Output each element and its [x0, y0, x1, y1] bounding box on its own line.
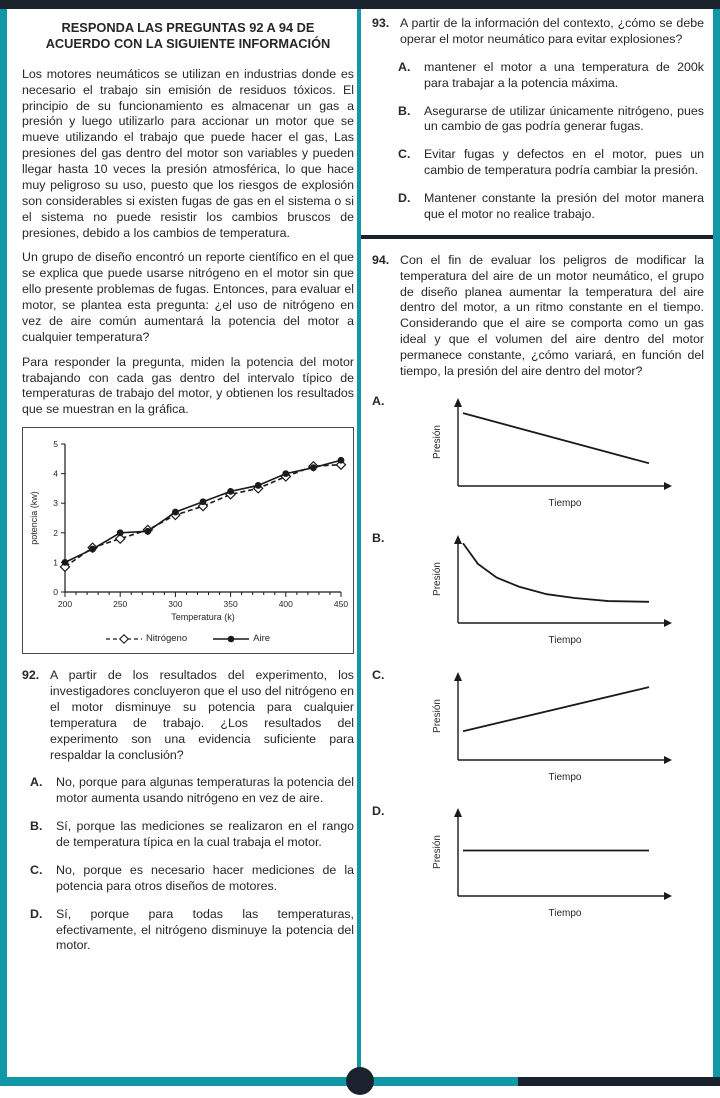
option-text: Sí, porque para todas las temperaturas, efectivamente, el nitrógeno disminuye la potencia del motor. [56, 906, 354, 953]
svg-text:Tiempo: Tiempo [548, 497, 582, 509]
pressure-time-chart-c [398, 666, 704, 789]
question-94-option-b [372, 529, 704, 652]
option-text: No, porque para algunas temperaturas la potencia del motor aumenta usando nitrógeno en vez de aire. [56, 775, 354, 806]
question-92-option-b [30, 819, 354, 851]
option-letter: D. [30, 906, 43, 921]
option-text: Evitar fugas y defectos en el motor, pues un cambio de temperatura podría cambiar la presión. [424, 147, 704, 178]
svg-text:Presión: Presión [432, 561, 443, 596]
svg-text:Tiempo: Tiempo [548, 771, 582, 783]
svg-text:1: 1 [53, 557, 58, 568]
svg-text:Tiempo: Tiempo [548, 908, 582, 920]
pressure-time-chart-d [398, 802, 704, 925]
question-93-option-a [398, 60, 704, 92]
question-93-option-d [398, 191, 704, 223]
chart-legend [27, 631, 349, 649]
option-letter: C. [398, 147, 411, 162]
svg-text:2: 2 [53, 527, 58, 538]
svg-text:3: 3 [53, 498, 58, 509]
option-letter: D. [398, 191, 411, 205]
main-chart-plot [27, 436, 349, 631]
bottom-bar-dark-segment [518, 1077, 720, 1086]
svg-text:400: 400 [278, 599, 293, 610]
context-paragraph-2: Un grupo de diseño encontró un reporte científico en el que se explica que puede usarse nitrógeno en el motor sin que ello presente problemas de fugas. Entonces, para evaluar el motor, se plantea esta pregunta: ¿el uso de nitrógeno en vez de aire común aumentará la potencia del motor a cualquier temperatura? [22, 250, 354, 344]
option-text: Sí, porque las mediciones se realizaron en el rango de temperatura típica en la cual trabaja el motor. [56, 819, 354, 850]
left-border-stripe [0, 9, 7, 1078]
svg-text:200: 200 [57, 599, 73, 610]
top-bar [0, 0, 720, 9]
question-93 [372, 16, 704, 48]
svg-text:Presión: Presión [432, 424, 443, 459]
question-92 [22, 668, 354, 763]
option-letter: D. [372, 804, 385, 819]
right-border-stripe [713, 9, 720, 1078]
question-94-option-a [372, 392, 704, 515]
option-letter: B. [30, 819, 43, 834]
svg-text:450: 450 [333, 599, 349, 610]
svg-text:potencia (kw): potencia (kw) [29, 491, 39, 545]
instructions-header: RESPONDA LAS PREGUNTAS 92 A 94 DE ACUERDO CON LA SIGUIENTE INFORMACIÓN [45, 20, 331, 52]
option-letter: B. [398, 103, 411, 118]
column-divider [357, 9, 361, 1076]
option-letter: B. [372, 530, 385, 545]
question-93-option-b [398, 104, 704, 136]
question-92-option-c [30, 863, 354, 895]
question-94 [372, 253, 704, 380]
svg-text:Temperatura (k): Temperatura (k) [171, 612, 235, 623]
svg-text:Presión: Presión [432, 698, 443, 733]
question-92-text: A partir de los resultados del experimento, los investigadores concluyeron que el uso del nitrógeno en el motor disminuye su potencia para cualquier temperatura de trabajo. ¿Los resultados del experimento son una evidencia suficiente para respaldar la conclusión? [50, 668, 354, 762]
option-letter: A. [398, 59, 411, 74]
svg-text:Presión: Presión [432, 835, 443, 870]
option-text: No, porque es necesario hacer mediciones de la potencia para otros diseños de motores. [56, 862, 354, 893]
context-paragraph-3: Para responder la pregunta, miden la potencia del motor trabajando con cada gas dentro del intervalo típico de temperaturas de trabajo del motor, y obtienen los resultados que se muestran en la gráfica. [22, 354, 354, 417]
option-letter: A. [30, 775, 43, 790]
question-92-option-a [30, 775, 354, 807]
option-text: Asegurarse de utilizar únicamente nitrógeno, pues un cambio de gas podría generar fugas. [424, 103, 704, 134]
option-letter: A. [372, 393, 385, 408]
svg-text:0: 0 [53, 587, 58, 598]
pressure-time-chart-a [398, 392, 704, 515]
pressure-time-chart-b [398, 529, 704, 652]
footer-circle [346, 1067, 374, 1095]
question-93-number: 93. [372, 16, 390, 30]
question-92-option-d [30, 907, 354, 955]
option-letter: C. [372, 667, 385, 682]
question-93-option-c [398, 147, 704, 179]
question-94-option-c [372, 666, 704, 789]
question-94-number: 94. [372, 252, 390, 267]
question-93-text: A partir de la información del contexto, ¿cómo se debe operar el motor neumático para evitar explosiones? [400, 16, 704, 46]
svg-text:4: 4 [53, 468, 58, 479]
legend-item: Nitrógeno [106, 633, 187, 645]
context-paragraph-1: Los motores neumáticos se utilizan en industrias donde es necesario el trabajo sin emisión de residuos tóxicos. El principio de su funcionamiento es almacenar un gas a presión y luego utilizarlo para accionar un motor que se mueve utilizando el trabajo que puede hacer el gas, Las presiones del gas dentro del motor son variables y pueden llegar hasta 10 veces la presión atmosférica, lo que hace muy peligroso su uso, puesto que los riesgos de explosión son considerables si existen fugas de gas en el sistema o si el sistema no puede resistir los cambios bruscos de presiones, debido a los cambios de temperatura. [22, 66, 354, 240]
question-94-option-d [372, 802, 704, 925]
svg-text:5: 5 [53, 439, 58, 450]
left-column [22, 16, 354, 966]
option-text: Mantener constante la presión del motor manera que el motor no realice trabajo. [424, 191, 704, 221]
question-separator [361, 235, 713, 239]
question-92-number: 92. [22, 668, 40, 683]
option-letter: C. [30, 862, 43, 877]
power-vs-temperature-chart [22, 427, 354, 654]
right-column [372, 16, 704, 939]
svg-text:Tiempo: Tiempo [548, 634, 582, 646]
svg-text:350: 350 [223, 599, 238, 610]
svg-text:300: 300 [168, 599, 183, 610]
svg-text:250: 250 [113, 599, 128, 610]
option-text: mantener el motor a una temperatura de 200k para trabajar a la potencia máxima. [424, 59, 704, 90]
question-94-text: Con el fin de evaluar los peligros de modificar la temperatura del aire de un motor neumático, el grupo de diseño planea aumentar la temperatura del aire dentro del motor, a un ritmo constante en el tiempo. Considerando que el aire se comporta como un gas ideal y que el volumen del aire dentro del motor permanece constante, ¿cómo variará, en función del tiempo, la presión del aire dentro del motor? [400, 252, 704, 378]
legend-item: Aire [213, 633, 270, 645]
